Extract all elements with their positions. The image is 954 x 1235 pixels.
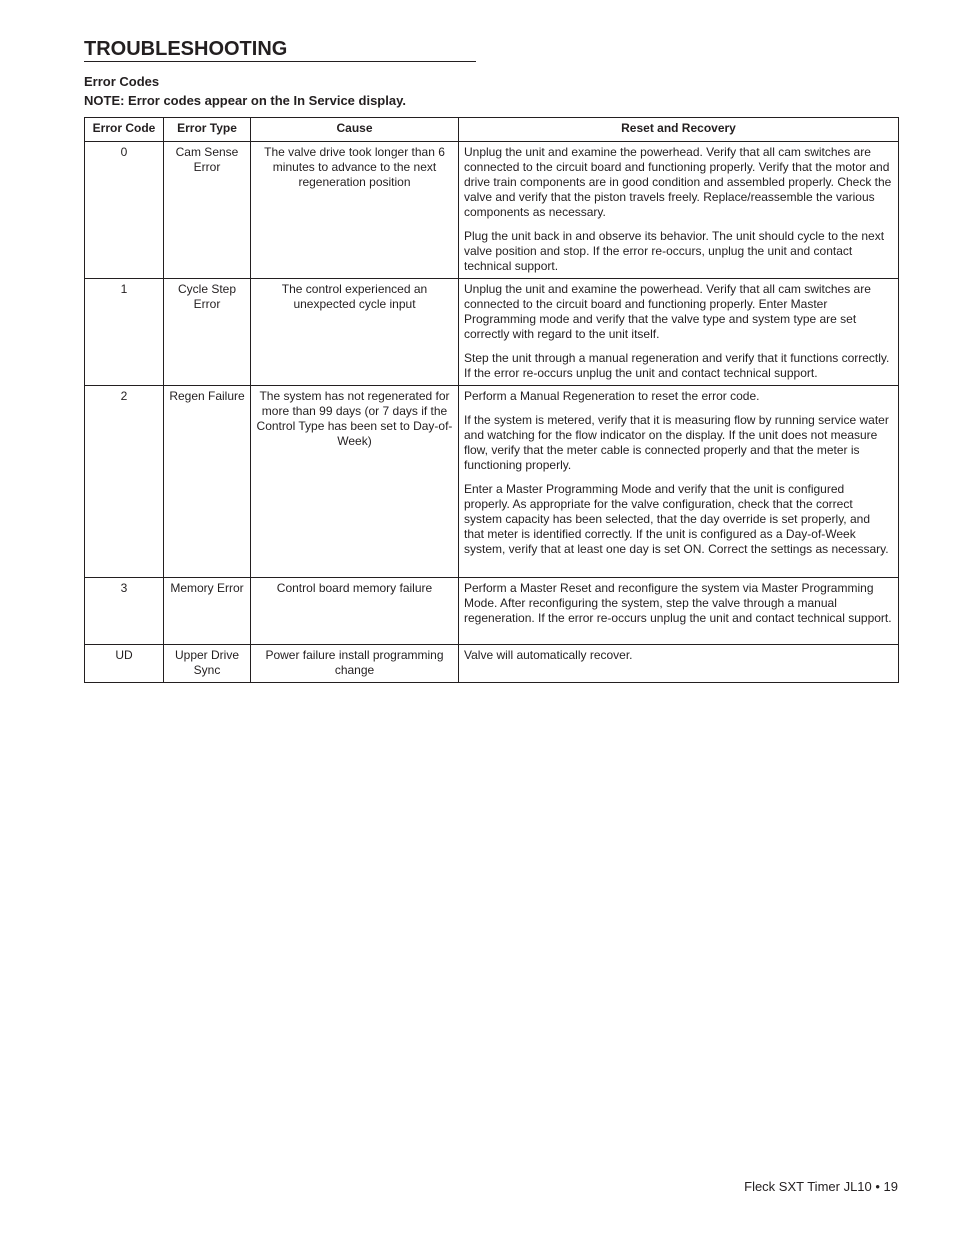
header-error-type: Error Type — [164, 118, 251, 142]
error-type-cell: Cam Sense Error — [164, 142, 251, 279]
error-code-cell: 3 — [85, 578, 164, 645]
page-title: TROUBLESHOOTING — [84, 37, 476, 62]
recovery-paragraph: Perform a Master Reset and reconfigure the system via Master Programming Mode. After reconfiguring the system, step the valve through a manual regeneration. If the error re-occurs unplug the unit and contact technical support. — [464, 581, 892, 625]
error-codes-table — [84, 117, 899, 683]
cause-cell: The system has not regenerated for more than 99 days (or 7 days if the Control Type has been set to Day-of-Week) — [251, 386, 459, 578]
cause-cell: The valve drive took longer than 6 minutes to advance to the next regeneration position — [251, 142, 459, 279]
recovery-cell — [459, 142, 899, 279]
recovery-paragraph: Perform a Manual Regeneration to reset the error code. — [464, 389, 760, 403]
recovery-paragraph: Step the unit through a manual regeneration and verify that it functions correctly. If the error re-occurs unplug the unit and contact technical support. — [464, 351, 890, 380]
cause-cell: Power failure install programming change — [251, 645, 459, 683]
error-type-cell: Regen Failure — [164, 386, 251, 578]
recovery-paragraph: If the system is metered, verify that it is measuring flow by running service water and watching for the flow indicator on the display. If the unit does not measure flow, verify that the meter cable is connected properly and that the meter is functioning properly. — [464, 413, 889, 472]
header-error-code: Error Code — [85, 118, 164, 142]
error-code-cell: 0 — [85, 142, 164, 279]
table-row — [85, 645, 899, 683]
error-code-cell: 1 — [85, 279, 164, 386]
recovery-cell — [459, 645, 899, 683]
recovery-paragraph: Enter a Master Programming Mode and verify that the unit is configured properly. As appropriate for the valve configuration, check that the correct system capacity has been selected, that the day override is set properly, and that meter is identified correctly. If the unit is configured as a Day-of-Week system, verify that at least one day is set ON. Correct the settings as necessary. — [464, 482, 889, 556]
table-row — [85, 386, 899, 578]
header-cause: Cause — [251, 118, 459, 142]
recovery-paragraph: Unplug the unit and examine the powerhead. Verify that all cam switches are connected to the circuit board and functioning properly. Verify that the motor and drive train components are in good condition and assembled properly. Check the valve and verify that the piston travels freely. Replace/reassemble the various components as necessary. — [464, 145, 892, 219]
error-type-cell: Upper Drive Sync — [164, 645, 251, 683]
table-row — [85, 279, 899, 386]
header-reset-recovery: Reset and Recovery — [459, 118, 899, 142]
table-row — [85, 578, 899, 645]
recovery-cell — [459, 386, 899, 578]
section-subheading: Error Codes — [84, 74, 160, 89]
error-type-cell: Memory Error — [164, 578, 251, 645]
section-note: NOTE: Error codes appear on the In Service display. — [84, 93, 406, 108]
page-footer: Fleck SXT Timer JL10 • 19 — [744, 1179, 898, 1194]
table-header-row — [85, 118, 899, 142]
error-code-cell: 2 — [85, 386, 164, 578]
recovery-paragraph: Unplug the unit and examine the powerhead. Verify that all cam switches are connected to the circuit board and functioning properly. Enter Master Programming mode and verify that the valve type and system type are set correctly with regard to the unit itself. — [464, 282, 871, 341]
recovery-cell — [459, 578, 899, 645]
recovery-cell — [459, 279, 899, 386]
cause-cell: The control experienced an unexpected cycle input — [251, 279, 459, 386]
table-row — [85, 142, 899, 279]
error-code-cell: UD — [85, 645, 164, 683]
recovery-paragraph: Plug the unit back in and observe its behavior. The unit should cycle to the next valve position and stop. If the error re-occurs, unplug the unit and contact technical support. — [464, 229, 885, 273]
table-body — [85, 142, 899, 683]
table-header — [85, 118, 899, 142]
error-type-cell: Cycle Step Error — [164, 279, 251, 386]
cause-cell: Control board memory failure — [251, 578, 459, 645]
recovery-paragraph: Valve will automatically recover. — [464, 648, 633, 662]
